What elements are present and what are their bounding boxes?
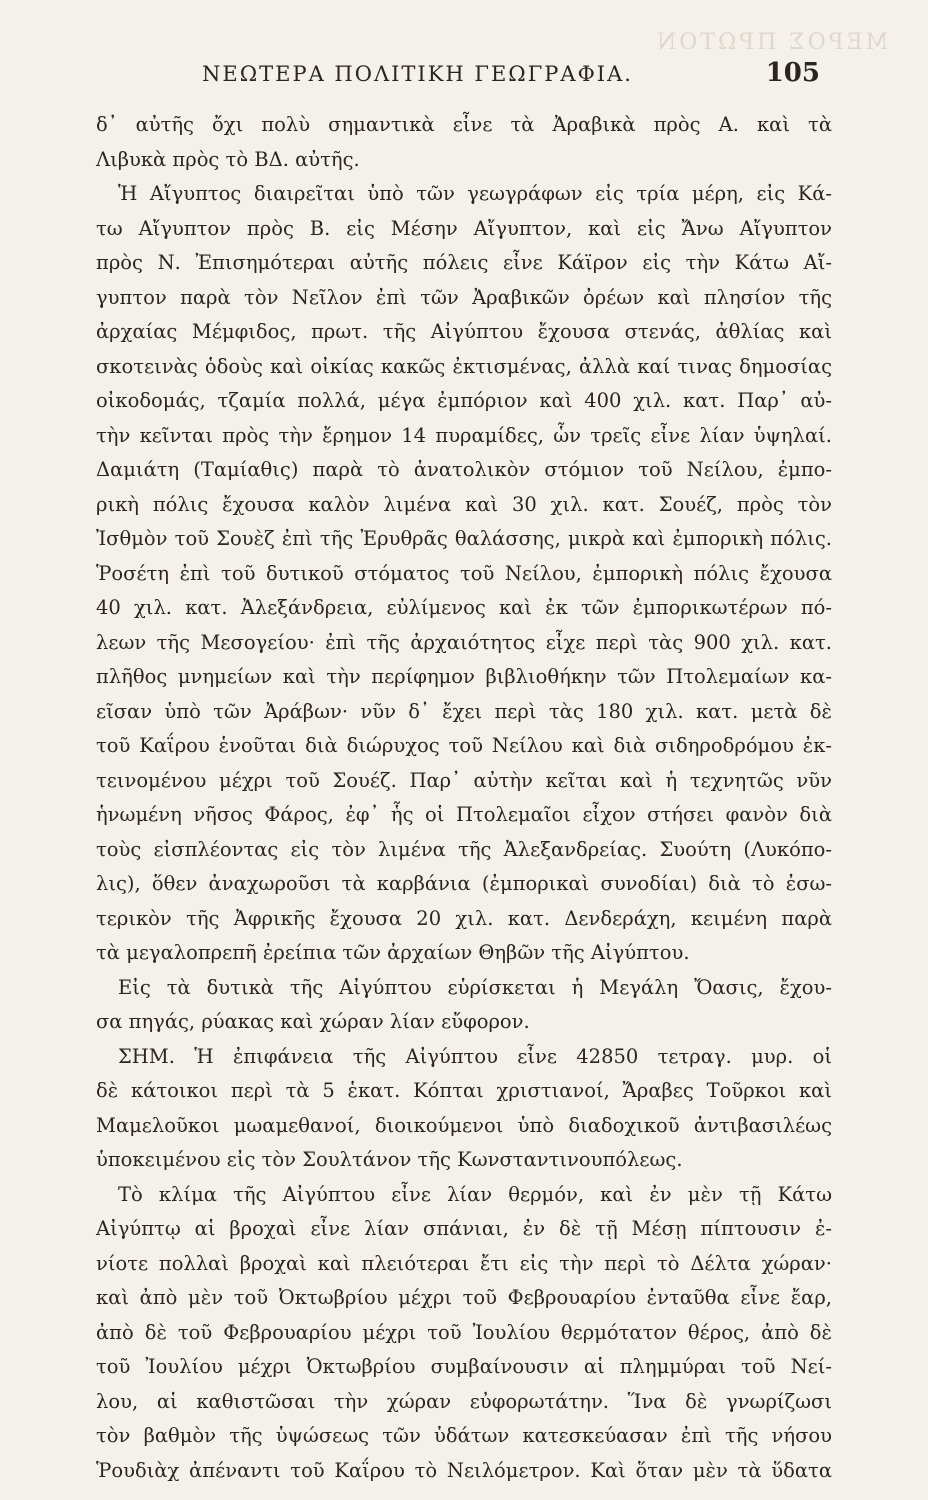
text-line: τοῦ Καΐρου ἑνοῦται διὰ διώρυχος τοῦ Νείλου καὶ διὰ σιδηροδρόμου ἐκ- — [96, 734, 832, 757]
text-line: ἡνωμένη νῆσος Φάρος, ἐφ᾿ ἧς οἱ Πτολεμαῖοι εἶχον στήσει φανὸν διὰ — [96, 803, 832, 826]
text-line: τοὺς εἰσπλέοντας εἰς τὸν λιμένα τῆς Ἀλεξανδρείας. Συούτη (Λυκόπο- — [96, 837, 832, 861]
text-line: Τὸ κλίμα τῆς Αἰγύπτου εἶνε λίαν θερμόν, καὶ ἐν μὲν τῇ Κάτω — [118, 1182, 832, 1206]
text-line: λις), ὅθεν ἀναχωροῦσι τὰ καρβάνια (ἐμπορικαὶ συνοδίαι) διὰ τὸ ἐσω- — [96, 872, 832, 895]
text-line: ἀπὸ δὲ τοῦ Φεβρουαρίου μέχρι τοῦ Ἰουλίου θερμότατον θέρος, ἀπὸ δὲ — [96, 1320, 832, 1344]
text-line: Ἰσθμὸν τοῦ Σουὲζ ἐπὶ τῆς Ἐρυθρᾶς θαλάσσης, μικρὰ καὶ ἐμπορικὴ πόλις. — [96, 527, 832, 550]
running-title: ΝΕΩΤΕΡΑ ΠΟΛΙΤΙΚΗ ΓΕΩΓΡΑΦΙΑ. — [202, 62, 633, 86]
text-line: τερικὸν τῆς Ἀφρικῆς ἔχουσα 20 χιλ. κατ. Δενδεράχη, κειμένη παρὰ — [96, 906, 832, 930]
text-line: ΣΗΜ. Ἡ ἐπιφάνεια τῆς Αἰγύπτου εἶνε 42850 τετραγ. μυρ. οἱ — [118, 1044, 832, 1068]
text-line: Ῥοσέτη ἐπὶ τοῦ δυτικοῦ στόματος τοῦ Νείλου, ἐμπορικὴ πόλις ἔχουσα — [96, 561, 832, 585]
text-line: εῖσαν ὑπὸ τῶν Ἀράβων· νῦν δ᾿ ἔχει περὶ τὰς 180 χιλ. κατ. μετὰ δὲ — [96, 699, 832, 723]
page-number: 105 — [765, 58, 820, 88]
text-line: τοῦ Ἰουλίου μέχρι Ὀκτωβρίου συμβαίνουσιν αἱ πλημμύραι τοῦ Νεί- — [96, 1355, 832, 1378]
text-line: νίοτε πολλαὶ βροχαὶ καὶ πλειότεραι ἔτι εἰς τὴν περὶ τὸ Δέλτα χώραν· — [96, 1251, 832, 1275]
page-header — [112, 58, 820, 98]
text-line: Δαμιάτη (Ταμίαθις) παρὰ τὸ ἀνατολικὸν στόμιον τοῦ Νείλου, ἐμπο- — [96, 458, 832, 481]
text-line: τὴν κεῖνται πρὸς τὴν ἔρημον 14 πυραμίδες, ὧν τρεῖς εἶνε λίαν ὑψηλαί. — [96, 423, 832, 447]
body-text — [96, 108, 832, 1488]
text-line: Ῥουδιὰχ ἀπέναντι τοῦ Καΐρου τὸ Νειλόμετρον. Καὶ ὅταν μὲν τὰ ὕδατα — [96, 1458, 832, 1482]
text-line: τεινομένου μέχρι τοῦ Σουέζ. Παρ᾿ αὐτὴν κεῖται καὶ ἡ τεχνητῶς νῦν — [96, 768, 832, 792]
text-line: Εἰς τὰ δυτικὰ τῆς Αἰγύπτου εὑρίσκεται ἡ Μεγάλη Ὄασις, ἔχου- — [118, 975, 832, 999]
text-line: Μαμελοῦκοι μωαμεθανοί, διοικούμενοι ὑπὸ διαδοχικοῦ ἀντιβασιλέως — [96, 1113, 832, 1137]
text-line: πλῆθος μνημείων καὶ τὴν περίφημον βιβλιοθήκην τῶν Πτολεμαίων κα- — [96, 665, 832, 688]
text-line: τὸν βαθμὸν τῆς ὑψώσεως τῶν ὑδάτων κατεσκεύασαν ἐπὶ τῆς νήσου — [96, 1424, 832, 1447]
text-line: τω Αἴγυπτον πρὸς Β. εἰς Μέσην Αἴγυπτον, καὶ εἰς Ἄνω Αἴγυπτον — [96, 216, 832, 240]
text-line: γυπτον παρὰ τὸν Νεῖλον ἐπὶ τῶν Ἀραβικῶν ὀρέων καὶ πλησίον τῆς — [96, 285, 832, 309]
text-line: λου, αἱ καθιστῶσαι τὴν χώραν εὐφορωτάτην. Ἵνα δὲ γνωρίζωσι — [96, 1389, 832, 1413]
text-line: Ἡ Αἴγυπτος διαιρεῖται ὑπὸ τῶν γεωγράφων εἰς τρία μέρη, εἰς Κά- — [118, 182, 832, 205]
text-line: δὲ κάτοικοι περὶ τὰ 5 ἑκατ. Κόπται χριστιανοί, Ἄραβες Τοῦρκοι καὶ — [96, 1079, 832, 1102]
text-line: σα πηγάς, ρύακας καὶ χώραν λίαν εὔφορον. — [96, 1010, 530, 1033]
text-line: πρὸς Ν. Ἐπισημότεραι αὐτῆς πόλεις εἶνε Κάϊρον εἰς τὴν Κάτω Αἴ- — [96, 251, 832, 274]
text-line: λεων τῆς Μεσογείου· ἐπὶ τῆς ἀρχαιότητος εἶχε περὶ τὰς 900 χιλ. κατ. — [96, 630, 832, 654]
text-line: ἀρχαίας Μέμφιδος, πρωτ. τῆς Αἰγύπτου ἔχουσα στενάς, ἀθλίας καὶ — [96, 320, 832, 343]
text-line: οἰκοδομάς, τζαμία πολλά, μέγα ἐμπόριον καὶ 400 χιλ. κατ. Παρ᾿ αὐ- — [96, 389, 832, 412]
text-line: ὑποκειμένου εἰς τὸν Σουλτάνον τῆς Κωνσταντινουπόλεως. — [96, 1148, 683, 1171]
text-line: ρικὴ πόλις ἔχουσα καλὸν λιμένα καὶ 30 χιλ. κατ. Σουέζ, πρὸς τὸν — [96, 492, 832, 516]
text-line: καὶ ἀπὸ μὲν τοῦ Ὀκτωβρίου μέχρι τοῦ Φεβρουαρίου ἐνταῦθα εἶνε ἔαρ, — [96, 1286, 832, 1309]
text-line: δ᾿ αὐτῆς ὄχι πολὺ σημαντικὰ εἶνε τὰ Ἀραβικὰ πρὸς Α. καὶ τὰ — [96, 113, 832, 136]
text-line: σκοτεινὰς ὁδοὺς καὶ οἰκίας κακῶς ἐκτισμένας, ἀλλὰ καί τινας δημοσίας — [96, 354, 832, 378]
bleed-through-text: ΜΕΡΟΣ ΠΡΩΤΟΝ — [653, 30, 888, 55]
text-line: 40 χιλ. κατ. Ἀλεξάνδρεια, εὐλίμενος καὶ ἐκ τῶν ἐμπορικωτέρων πό- — [96, 596, 832, 619]
text-line: Αἰγύπτῳ αἱ βροχαὶ εἶνε λίαν σπάνιαι, ἐν δὲ τῇ Μέσῃ πίπτουσιν ἐ- — [96, 1217, 832, 1240]
text-line: τὰ μεγαλοπρεπῆ ἐρείπια τῶν ἀρχαίων Θηβῶν τῆς Αἰγύπτου. — [96, 941, 690, 964]
text-line: Λιβυκὰ πρὸς τὸ ΒΔ. αὐτῆς. — [96, 147, 360, 171]
